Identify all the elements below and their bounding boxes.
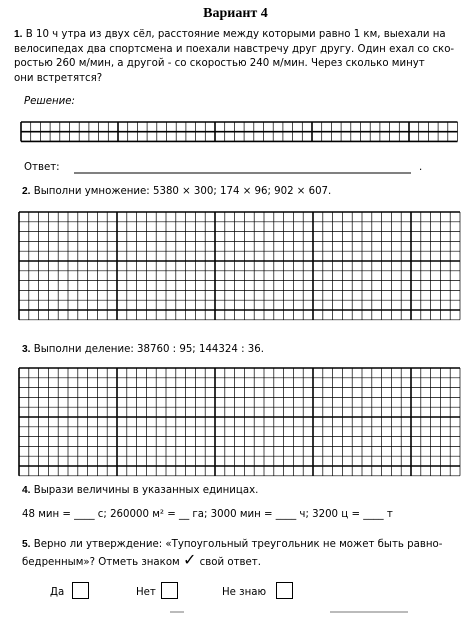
task-1-line-4: они встретятся? xyxy=(14,72,103,84)
task-5-line-1: Верно ли утверждение: «Тупоугольный треугольник не может быть равно- xyxy=(33,539,443,550)
task-3 xyxy=(22,343,264,358)
task-3-number: 3. xyxy=(22,344,31,355)
solution-grid xyxy=(21,122,458,141)
task-3-text: Выполни деление: 38760 : 95; 144324 : 36. xyxy=(33,344,264,355)
option-yes-checkbox[interactable] xyxy=(72,582,89,599)
division-grid xyxy=(19,368,460,476)
option-dontknow-checkbox[interactable] xyxy=(276,582,293,599)
task-2-number: 2. xyxy=(22,186,31,197)
solution-label: Решение: xyxy=(24,96,75,107)
task-4-number: 4. xyxy=(22,485,31,496)
task-4 xyxy=(22,484,258,499)
option-yes-label: Да xyxy=(50,587,65,598)
option-no-label: Нет xyxy=(136,587,156,598)
task-1-line-3: ростью 260 м/мин, а другой - со скоростью 240 м/мин. Через сколько минут xyxy=(14,58,425,69)
task-1-line-2: велосипедах два спортсмена и поехали навстречу друг другу. Один ехал со ско- xyxy=(14,43,455,55)
task-5-line-2b: свой ответ. xyxy=(199,556,261,568)
answer-label: Ответ: xyxy=(24,162,60,173)
variant-title: Вариант 4 xyxy=(203,6,268,21)
task-4-conversions: 48 мин = ____ с; 260000 м² = __ га; 3000 мин = ____ ч; 3200 ц = ____ т xyxy=(22,509,393,520)
task-4-text: Вырази величины в указанных единицах. xyxy=(33,485,259,496)
task-2 xyxy=(22,185,331,200)
task-1-number: 1. xyxy=(14,29,23,40)
task-5-number: 5. xyxy=(22,539,31,550)
task-2-text: Выполни умножение: 5380 × 300; 174 × 96; 902 × 607. xyxy=(33,186,332,197)
task-5 xyxy=(22,538,467,570)
option-dontknow-label: Не знаю xyxy=(222,587,267,598)
option-no-checkbox[interactable] xyxy=(161,582,178,599)
multiplication-grid xyxy=(19,212,460,320)
task-1-line-1: В 10 ч утра из двух сёл, расстояние между которыми равно 1 км, выехали на xyxy=(25,29,446,40)
task-5-line-2: бедренным»? Отметь знаком xyxy=(22,556,180,568)
answer-period: . xyxy=(419,162,423,173)
check-mark-icon: ✓ xyxy=(182,549,197,569)
